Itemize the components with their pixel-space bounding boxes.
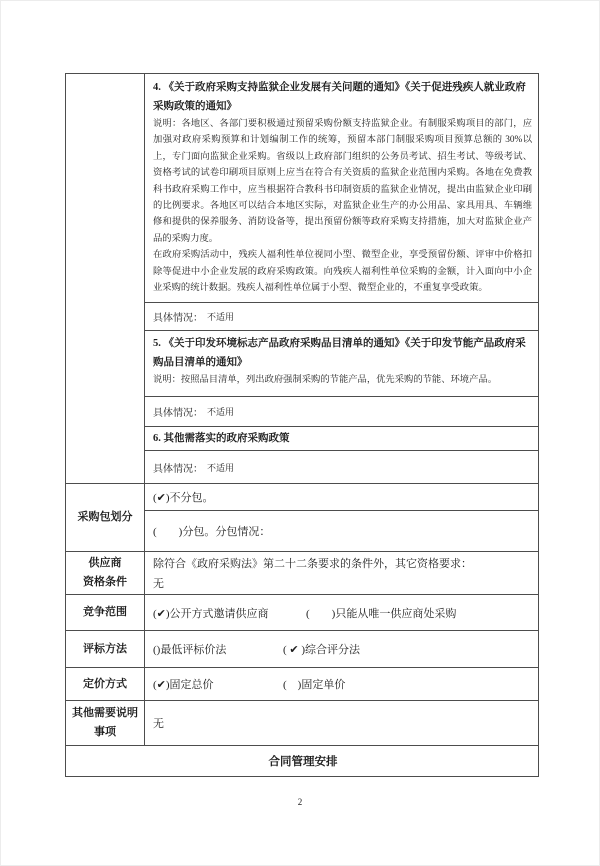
other-notes-row (66, 700, 538, 745)
supplier-text-line2: 无 (153, 578, 164, 590)
contract-management-title: 合同管理安排 (268, 756, 338, 768)
competition-option-open: (✔)公开方式邀请供应商 (153, 607, 269, 620)
package-division-label: 采购包划分 (66, 484, 145, 551)
evaluation-option-lowest-price: ()最低评标价法 (153, 644, 227, 656)
supplier-text-line1: 除符合《政府采购法》第二十二条要求的条件外，其它资格要求： (153, 558, 472, 570)
policy-item-4-description-1: 说明：各地区、各部门要积极通过预留采购份额支持监狱企业。有制服采购项目的部门，应加强对政府采购预算和计划编制工作的统筹，预留本部门制服采购项目预算总额的 30%以上，专门面向监狱企业采购。省级以上政府部门组织的公务员考试、招生考试、等级考试、资格考试的试卷印刷项目原则上应当在符合有关资质的监狱企业范围内采购。各地在免费教科书政府采购工作中，应当根据符合教科书印制资质的监狱企业情况，提出由监狱企业印刷的比例要求。各地区可以结合本地区实际，对监狱企业生产的办公用品、家具用具、车辆维修和提供的保养服务、消防设备等，提出预留份额等政府采购支持措施，加大对监狱企业产品的采购力度。 (153, 119, 532, 244)
competition-scope-options (145, 595, 538, 630)
supplier-qualification-text (145, 552, 538, 594)
pricing-option-fixed-total: (✔)固定总价 (153, 679, 214, 691)
status-value: 不适用 (207, 407, 235, 417)
competition-scope-label: 竞争范围 (66, 595, 145, 630)
policy-item-5-description-1: 说明：按照品目清单，列出政府强制采购的节能产品，优先采购的节能、环境产品。 (153, 375, 497, 385)
contract-management-row (66, 745, 538, 776)
page-number: 2 (297, 797, 303, 807)
package-option-split: ( )分包。分包情况： (145, 510, 538, 551)
pricing-method-label: 定价方式 (66, 668, 145, 700)
other-notes-label (66, 701, 145, 745)
status-value: 不适用 (207, 462, 235, 473)
package-division-row (66, 483, 538, 551)
competition-option-sole-source: ( )只能从唯一供应商处采购 (306, 607, 457, 620)
policy-item-6-title: 6. 其他需落实的政府采购政策 (153, 433, 290, 444)
status-value: 不适用 (207, 312, 235, 322)
competition-scope-row (66, 594, 538, 630)
policy-item-4-status-row (145, 302, 538, 330)
evaluation-method-label: 评标方法 (66, 631, 145, 667)
supplier-qualification-label (66, 552, 145, 594)
policy-sections-column (145, 74, 538, 483)
evaluation-method-row (66, 630, 538, 667)
other-notes-value: 无 (153, 718, 164, 730)
other-notes-label-line1: 其他需要说明 (72, 707, 138, 719)
pricing-method-options (145, 668, 538, 700)
policy-sections-row (66, 74, 538, 483)
policy-item-4 (145, 74, 538, 302)
policy-item-5-title: 5. 《关于印发环境标志产品政府采购品目清单的通知》《关于印发节能产品政府采购品目清单的通知》 (153, 338, 526, 368)
evaluation-method-options (145, 631, 538, 667)
supplier-label-line2: 资格条件 (83, 576, 127, 588)
policy-item-5-status-row (145, 396, 538, 426)
policy-row-label-empty (66, 74, 145, 483)
status-label: 具体情况： (153, 408, 203, 419)
status-label: 具体情况： (153, 463, 203, 475)
policy-item-6 (145, 426, 538, 450)
other-notes-label-line2: 事项 (94, 726, 116, 738)
package-option-no-split: (✔)不分包。 (153, 492, 214, 504)
pricing-method-row (66, 667, 538, 700)
status-label: 具体情况： (153, 313, 203, 324)
policy-item-5 (145, 330, 538, 396)
procurement-overview-table (65, 73, 539, 777)
supplier-qualification-row (66, 551, 538, 594)
policy-item-6-status-row (145, 450, 538, 483)
supplier-label-line1: 供应商 (88, 557, 122, 569)
policy-item-4-title: 4. 《关于政府采购支持监狱企业发展有关问题的通知》《关于促进残疾人就业政府采购政策的通知》 (153, 82, 526, 112)
policy-item-4-description-2: 在政府采购活动中，残疾人福利性单位视同小型、微型企业，享受预留份额、评审中价格扣除等促进中小企业发展的政府采购政策。向残疾人福利性单位采购的金额，计入面向中小企业采购的统计数据。残疾人福利性单位属于小型、微型企业的，不重复享受政策。 (153, 250, 532, 294)
pricing-option-fixed-unit: ( )固定单价 (283, 679, 346, 691)
evaluation-option-comprehensive: ( ✔ )综合评分法 (283, 644, 361, 656)
